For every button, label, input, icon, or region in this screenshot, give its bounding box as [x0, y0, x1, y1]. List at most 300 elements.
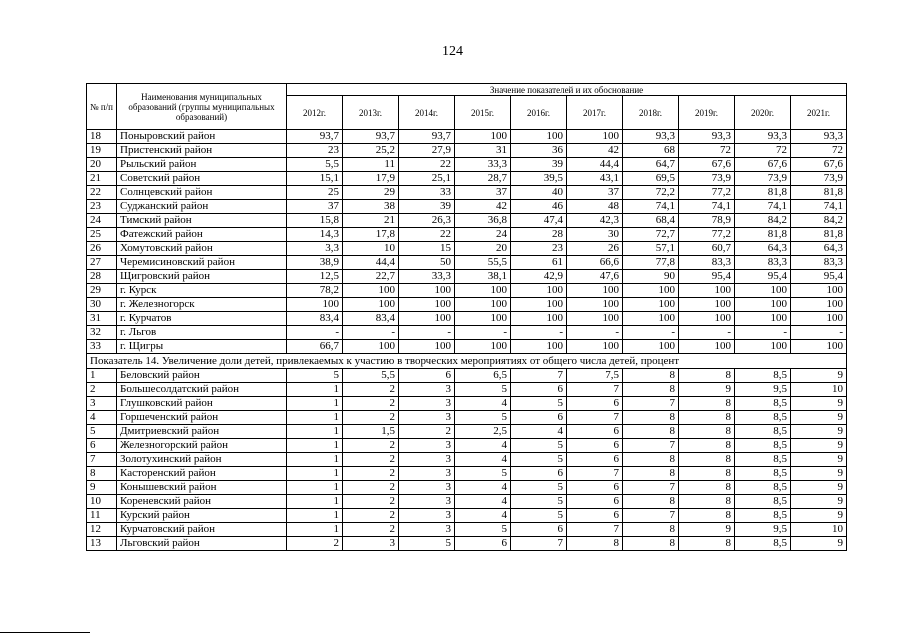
value-cell: 100 [623, 340, 679, 354]
value-cell: 3 [399, 481, 455, 495]
value-cell: 100 [455, 298, 511, 312]
value-cell: 83,3 [791, 256, 847, 270]
row-number: 26 [87, 242, 117, 256]
value-cell: 3 [399, 495, 455, 509]
row-number: 7 [87, 453, 117, 467]
value-cell: 33 [399, 186, 455, 200]
value-cell: 12,5 [287, 270, 343, 284]
value-cell: 22 [399, 158, 455, 172]
value-cell: 100 [511, 312, 567, 326]
value-cell: 100 [567, 284, 623, 298]
value-cell: 7 [567, 383, 623, 397]
municipality-name: Суджанский район [117, 200, 287, 214]
value-cell: 9 [679, 383, 735, 397]
value-cell: 7 [567, 523, 623, 537]
value-cell: 77,2 [679, 186, 735, 200]
value-cell: 33,3 [399, 270, 455, 284]
value-cell: 38 [343, 200, 399, 214]
value-cell: 72 [679, 144, 735, 158]
value-cell: 8 [623, 425, 679, 439]
row-number: 33 [87, 340, 117, 354]
municipality-name: г. Щигры [117, 340, 287, 354]
value-cell: 100 [735, 312, 791, 326]
value-cell: 4 [455, 439, 511, 453]
value-cell: 25 [287, 186, 343, 200]
value-cell: 93,7 [287, 130, 343, 144]
value-cell: 8,5 [735, 509, 791, 523]
value-cell: 1 [287, 481, 343, 495]
value-cell: 68,4 [623, 214, 679, 228]
value-cell: 100 [735, 298, 791, 312]
table-header [87, 84, 847, 130]
value-cell: 42 [455, 200, 511, 214]
value-cell: 77,2 [679, 228, 735, 242]
table-row [87, 453, 847, 467]
value-cell: 2,5 [455, 425, 511, 439]
value-cell: 9 [791, 369, 847, 383]
municipality-name: г. Льгов [117, 326, 287, 340]
value-cell: 23 [287, 144, 343, 158]
value-cell: 26,3 [399, 214, 455, 228]
table-row [87, 256, 847, 270]
table-row [87, 228, 847, 242]
value-cell: 4 [455, 481, 511, 495]
row-number: 1 [87, 369, 117, 383]
value-cell: 100 [735, 340, 791, 354]
value-cell: 6 [567, 509, 623, 523]
table-row [87, 144, 847, 158]
value-cell: 1 [287, 425, 343, 439]
municipality-name: Хомутовский район [117, 242, 287, 256]
value-cell: 4 [455, 495, 511, 509]
value-cell: 1,5 [343, 425, 399, 439]
value-cell: 10 [791, 523, 847, 537]
value-cell: 100 [679, 284, 735, 298]
municipality-name: г. Курск [117, 284, 287, 298]
municipality-name: Поныровский район [117, 130, 287, 144]
value-cell: 29 [343, 186, 399, 200]
municipality-name: Дмитриевский район [117, 425, 287, 439]
value-cell: 5 [287, 369, 343, 383]
municipality-name: Фатежский район [117, 228, 287, 242]
value-cell: - [623, 326, 679, 340]
value-cell: 8 [679, 411, 735, 425]
municipality-name: Кореневский район [117, 495, 287, 509]
value-cell: 1 [287, 509, 343, 523]
value-cell: 2 [343, 383, 399, 397]
value-cell: 5 [455, 467, 511, 481]
value-cell: 57,1 [623, 242, 679, 256]
value-cell: 4 [455, 453, 511, 467]
value-cell: 10 [791, 383, 847, 397]
value-cell: 30 [567, 228, 623, 242]
municipality-name: Конышевский район [117, 481, 287, 495]
value-cell: 8 [623, 467, 679, 481]
value-cell: 3 [399, 439, 455, 453]
value-cell: 6 [511, 467, 567, 481]
value-cell: 8,5 [735, 481, 791, 495]
value-cell: - [511, 326, 567, 340]
value-cell: 37 [455, 186, 511, 200]
value-cell: 9 [791, 397, 847, 411]
value-cell: 8,5 [735, 495, 791, 509]
municipality-name: Черемисиновский район [117, 256, 287, 270]
value-cell: 17,8 [343, 228, 399, 242]
table-row [87, 298, 847, 312]
value-cell: 3 [399, 467, 455, 481]
value-cell: 1 [287, 411, 343, 425]
year-column-header: 2017г. [567, 96, 623, 130]
value-cell: 37 [287, 200, 343, 214]
value-cell: 8 [679, 537, 735, 551]
value-cell: 8,5 [735, 453, 791, 467]
value-cell: 67,6 [679, 158, 735, 172]
value-cell: 74,1 [679, 200, 735, 214]
year-column-header: 2015г. [455, 96, 511, 130]
table-row [87, 214, 847, 228]
table-body [87, 130, 847, 551]
value-cell: 100 [567, 340, 623, 354]
year-column-header: 2018г. [623, 96, 679, 130]
value-cell: 39 [399, 200, 455, 214]
value-cell: 25,2 [343, 144, 399, 158]
table-row [87, 242, 847, 256]
value-cell: 4 [511, 425, 567, 439]
year-column-header: 2014г. [399, 96, 455, 130]
value-cell: 95,4 [735, 270, 791, 284]
value-cell: 8,5 [735, 537, 791, 551]
value-cell: 6 [567, 439, 623, 453]
value-cell: - [455, 326, 511, 340]
value-cell: 73,9 [735, 172, 791, 186]
value-cell: 9 [791, 481, 847, 495]
value-cell: 8,5 [735, 467, 791, 481]
value-cell: 5 [455, 523, 511, 537]
value-cell: 47,4 [511, 214, 567, 228]
value-cell: 21 [343, 214, 399, 228]
table-row [87, 326, 847, 340]
value-cell: 2 [343, 411, 399, 425]
municipality-name: Беловский район [117, 369, 287, 383]
value-cell: 6 [511, 523, 567, 537]
table-row [87, 495, 847, 509]
year-column-header: 2021г. [791, 96, 847, 130]
row-number: 29 [87, 284, 117, 298]
value-cell: 8 [567, 537, 623, 551]
value-cell: 1 [287, 383, 343, 397]
row-number: 27 [87, 256, 117, 270]
value-cell: 9 [791, 467, 847, 481]
value-cell: 1 [287, 467, 343, 481]
value-cell: 69,5 [623, 172, 679, 186]
value-cell: 5 [511, 453, 567, 467]
value-cell: 100 [399, 284, 455, 298]
value-cell: 93,3 [623, 130, 679, 144]
value-cell: 95,4 [791, 270, 847, 284]
value-cell: 2 [343, 481, 399, 495]
value-cell: 8 [679, 467, 735, 481]
municipality-name: г. Железногорск [117, 298, 287, 312]
value-cell: 81,8 [735, 186, 791, 200]
value-cell: 14,3 [287, 228, 343, 242]
value-cell: 8,5 [735, 439, 791, 453]
value-cell: 1 [287, 439, 343, 453]
value-cell: 36,8 [455, 214, 511, 228]
value-cell: 8 [623, 411, 679, 425]
row-number: 30 [87, 298, 117, 312]
value-cell: 5 [511, 481, 567, 495]
value-cell: 36 [511, 144, 567, 158]
value-cell: 100 [735, 284, 791, 298]
value-cell: 6,5 [455, 369, 511, 383]
value-cell: 9 [791, 495, 847, 509]
value-cell: 50 [399, 256, 455, 270]
table-row [87, 340, 847, 354]
name-column-header: Наименования муниципальных образований (группы муниципальных образований) [117, 84, 287, 130]
value-cell: 9,5 [735, 383, 791, 397]
municipality-name: Щигровский район [117, 270, 287, 284]
value-cell: 93,7 [399, 130, 455, 144]
value-cell: 6 [511, 383, 567, 397]
value-cell: 17,9 [343, 172, 399, 186]
municipality-name: Золотухинский район [117, 453, 287, 467]
value-cell: 72,2 [623, 186, 679, 200]
page-number: 124 [442, 44, 463, 59]
row-number: 19 [87, 144, 117, 158]
value-cell: 74,1 [791, 200, 847, 214]
value-cell: 100 [343, 340, 399, 354]
value-cell: 44,4 [343, 256, 399, 270]
value-cell: 11 [343, 158, 399, 172]
value-cell: 1 [287, 523, 343, 537]
value-cell: 2 [343, 439, 399, 453]
value-cell: 47,6 [567, 270, 623, 284]
municipality-name: Льговский район [117, 537, 287, 551]
value-cell: 7 [623, 439, 679, 453]
value-cell: 5 [455, 383, 511, 397]
value-cell: 38,1 [455, 270, 511, 284]
row-number: 22 [87, 186, 117, 200]
value-cell: 37 [567, 186, 623, 200]
value-cell: 3 [399, 453, 455, 467]
value-cell: 8,5 [735, 397, 791, 411]
value-cell: 64,7 [623, 158, 679, 172]
value-cell: 6 [567, 481, 623, 495]
municipality-name: Советский район [117, 172, 287, 186]
value-cell: 100 [567, 298, 623, 312]
value-cell: 55,5 [455, 256, 511, 270]
value-cell: 5,5 [287, 158, 343, 172]
value-cell: 28 [511, 228, 567, 242]
value-cell: 9 [791, 509, 847, 523]
row-number: 12 [87, 523, 117, 537]
value-cell: 61 [511, 256, 567, 270]
value-cell: 2 [343, 467, 399, 481]
value-cell: 100 [455, 340, 511, 354]
value-cell: 40 [511, 186, 567, 200]
value-cell: 9 [791, 439, 847, 453]
value-cell: 20 [455, 242, 511, 256]
value-cell: 2 [343, 397, 399, 411]
value-cell: 5 [511, 509, 567, 523]
value-cell: 24 [455, 228, 511, 242]
value-cell: - [567, 326, 623, 340]
value-cell: 7 [623, 509, 679, 523]
value-cell: 93,7 [343, 130, 399, 144]
value-cell: 2 [343, 509, 399, 523]
value-cell: 6 [455, 537, 511, 551]
value-cell: 100 [511, 298, 567, 312]
value-cell: 1 [287, 397, 343, 411]
table-row [87, 186, 847, 200]
value-cell: 6 [567, 495, 623, 509]
value-cell: 22,7 [343, 270, 399, 284]
row-number: 18 [87, 130, 117, 144]
value-cell: 8 [679, 481, 735, 495]
value-cell: 9 [791, 425, 847, 439]
value-cell: 6 [567, 425, 623, 439]
row-number: 24 [87, 214, 117, 228]
value-cell: 8 [679, 397, 735, 411]
value-cell: 67,6 [735, 158, 791, 172]
value-cell: 31 [455, 144, 511, 158]
value-cell: 23 [511, 242, 567, 256]
value-cell: - [735, 326, 791, 340]
value-cell: 100 [567, 312, 623, 326]
value-cell: 77,8 [623, 256, 679, 270]
value-cell: 7 [511, 537, 567, 551]
value-cell: 5 [399, 537, 455, 551]
value-cell: 15,8 [287, 214, 343, 228]
value-cell: 81,8 [791, 228, 847, 242]
value-cell: 9,5 [735, 523, 791, 537]
value-cell: 83,3 [679, 256, 735, 270]
value-cell: 3,3 [287, 242, 343, 256]
value-cell: 2 [399, 425, 455, 439]
row-number: 13 [87, 537, 117, 551]
value-cell: 95,4 [679, 270, 735, 284]
value-cell: 6 [567, 397, 623, 411]
value-cell: 93,3 [679, 130, 735, 144]
table-row [87, 425, 847, 439]
table-row [87, 481, 847, 495]
value-cell: 39,5 [511, 172, 567, 186]
row-number: 31 [87, 312, 117, 326]
value-cell: 8 [623, 523, 679, 537]
value-cell: 27,9 [399, 144, 455, 158]
table-row [87, 383, 847, 397]
municipality-name: Железногорский район [117, 439, 287, 453]
value-cell: 3 [399, 383, 455, 397]
value-cell: 7,5 [567, 369, 623, 383]
value-cell: 100 [511, 340, 567, 354]
value-cell: 8 [679, 495, 735, 509]
table-row [87, 439, 847, 453]
value-cell: 8 [623, 383, 679, 397]
row-number: 28 [87, 270, 117, 284]
value-cell: 38,9 [287, 256, 343, 270]
value-cell: - [399, 326, 455, 340]
value-cell: 100 [679, 298, 735, 312]
value-cell: 100 [455, 130, 511, 144]
row-number: 10 [87, 495, 117, 509]
value-cell: 5 [511, 495, 567, 509]
section-row [87, 354, 847, 369]
value-cell: 7 [623, 397, 679, 411]
value-cell: 43,1 [567, 172, 623, 186]
value-cell: 100 [791, 298, 847, 312]
value-cell: 28,7 [455, 172, 511, 186]
value-cell: 2 [343, 453, 399, 467]
value-cell: 84,2 [735, 214, 791, 228]
value-cell: 100 [623, 284, 679, 298]
value-cell: - [791, 326, 847, 340]
value-cell: 8 [679, 425, 735, 439]
value-cell: 25,1 [399, 172, 455, 186]
municipality-name: Тимский район [117, 214, 287, 228]
row-number: 2 [87, 383, 117, 397]
value-cell: 66,6 [567, 256, 623, 270]
value-cell: 100 [399, 298, 455, 312]
table-row [87, 369, 847, 383]
value-cell: 6 [399, 369, 455, 383]
row-number: 20 [87, 158, 117, 172]
value-cell: 100 [455, 312, 511, 326]
value-cell: 64,3 [735, 242, 791, 256]
value-cell: 100 [511, 130, 567, 144]
value-cell: 22 [399, 228, 455, 242]
table-row [87, 523, 847, 537]
value-cell: 72,7 [623, 228, 679, 242]
value-cell: 100 [623, 312, 679, 326]
value-cell: 100 [455, 284, 511, 298]
value-cell: 8,5 [735, 369, 791, 383]
value-cell: 46 [511, 200, 567, 214]
value-cell: 6 [511, 411, 567, 425]
value-cell: 8 [679, 509, 735, 523]
value-cell: 100 [399, 340, 455, 354]
value-cell: 4 [455, 397, 511, 411]
value-cell: 4 [455, 509, 511, 523]
row-number: 23 [87, 200, 117, 214]
value-cell: 72 [735, 144, 791, 158]
municipality-name: Курский район [117, 509, 287, 523]
value-cell: 78,2 [287, 284, 343, 298]
value-cell: 3 [399, 509, 455, 523]
value-cell: 8 [679, 439, 735, 453]
row-number: 6 [87, 439, 117, 453]
municipality-name: Курчатовский район [117, 523, 287, 537]
value-cell: 67,6 [791, 158, 847, 172]
value-cell: 100 [679, 312, 735, 326]
table-row [87, 397, 847, 411]
municipality-name: Пристенский район [117, 144, 287, 158]
value-cell: 81,8 [735, 228, 791, 242]
table-row [87, 200, 847, 214]
value-cell: 3 [399, 397, 455, 411]
value-cell: 42,9 [511, 270, 567, 284]
value-cell: 6 [567, 453, 623, 467]
value-cell: 100 [287, 298, 343, 312]
value-cell: 74,1 [623, 200, 679, 214]
value-cell: 100 [791, 312, 847, 326]
section-title: Показатель 14. Увеличение доли детей, привлекаемых к участию в творческих мероприятиях от общего числа детей, процент [87, 354, 847, 369]
value-cell: 3 [399, 523, 455, 537]
value-cell: 2 [343, 495, 399, 509]
value-cell: 33,3 [455, 158, 511, 172]
value-cell: - [679, 326, 735, 340]
row-number: 5 [87, 425, 117, 439]
